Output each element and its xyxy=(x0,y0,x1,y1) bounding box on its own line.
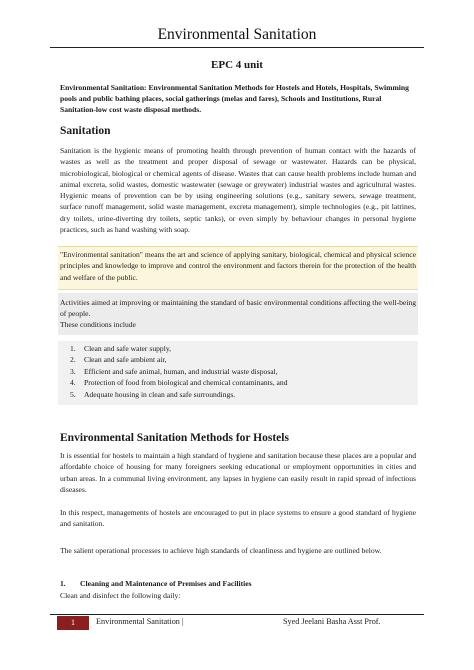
footer-divider xyxy=(50,614,424,615)
hostels-paragraph-3: The salient operational processes to achieve high standards of cleanliness and hygiene are outlined below. xyxy=(60,546,382,555)
unit-title: EPC 4 unit xyxy=(211,59,263,71)
header-divider xyxy=(50,47,424,48)
list-item: 2. Clean and safe ambient air, xyxy=(70,355,167,365)
list-item: 3. Efficient and safe animal, human, and industrial waste disposal, xyxy=(70,366,278,376)
list-item: 5. Adequate housing in clean and safe surroundings. xyxy=(70,389,236,399)
hostels-paragraph-1: It is essential for hostels to maintain a high standard of hygiene and sanitation because these places are a popular and affordable choice of housing for many foreigners seeking educational or employment opportunities in cities and urban areas. In a communal living environment, any lapses in hygiene can easily result in rapid spread of infectious diseases. xyxy=(60,451,416,494)
list-item: 4. Protection of food from biological and chemical contaminants, and xyxy=(70,378,288,388)
page-number-badge: 1 xyxy=(57,616,89,630)
footer-author: Syed Jeelani Basha Asst Prof. xyxy=(283,617,381,626)
conditions-list xyxy=(70,343,288,400)
footer-title: Environmental Sanitation | xyxy=(96,617,184,626)
list-item: 1. Clean and safe water supply, xyxy=(70,344,172,353)
conditions-intro: These conditions include xyxy=(60,320,136,329)
cleaning-subtext: Clean and disinfect the following daily: xyxy=(60,591,181,600)
header-title: Environmental Sanitation xyxy=(157,26,317,43)
definition-highlight: "Environmental sanitation" means the art and science of applying sanitary, biological, chemical and physical science principles and knowledge to improve and control the environment and factors therein for the protection of the health and welfare of the public. xyxy=(60,250,416,282)
activities-paragraph: Activities aimed at improving or maintaining the standard of basic environmental conditions affecting the well-being of people. xyxy=(60,298,416,319)
hostels-paragraph-2: In this respect, managements of hostels are encouraged to put in place systems to ensure a good standard of hygiene and sanitation. xyxy=(60,508,416,529)
unit-description: Environmental Sanitation: Environmental Sanitation Methods for Hostels and Hotels, Hospitals, Swimming pools and public bathing places, social gatherings (melas and fares), Schools and Institutions, Rural Sanitation-low cost waste disposal methods. xyxy=(60,83,409,115)
cleaning-subheading: 1. Cleaning and Maintenance of Premises and Facilities xyxy=(60,579,252,588)
hostels-heading: Environmental Sanitation Methods for Hostels xyxy=(60,432,289,444)
sanitation-heading: Sanitation xyxy=(60,125,111,137)
sanitation-paragraph: Sanitation is the hygienic means of promoting health through prevention of human contact with the hazards of wastes as well as the treatment and proper disposal of sewage or wastewater. Hazards can be physical, microbiological, biological or chemical agents of disease. Wastes that can cause health problems include human and animal excreta, solid wastes, domestic wastewater (sewage or greywater) industrial wastes and agricultural wastes. Hygienic means of prevention can be by using engineering solutions (e.g., sanitary sewers, sewage treatment, surface runoff management, solid waste management, excreta management), simple technologies (e.g., pit latrines, dry toilets, urine-diverting dry toilets, septic tanks), or even simply by behaviour changes in personal hygiene practices, such as hand washing with soap. xyxy=(60,146,416,235)
